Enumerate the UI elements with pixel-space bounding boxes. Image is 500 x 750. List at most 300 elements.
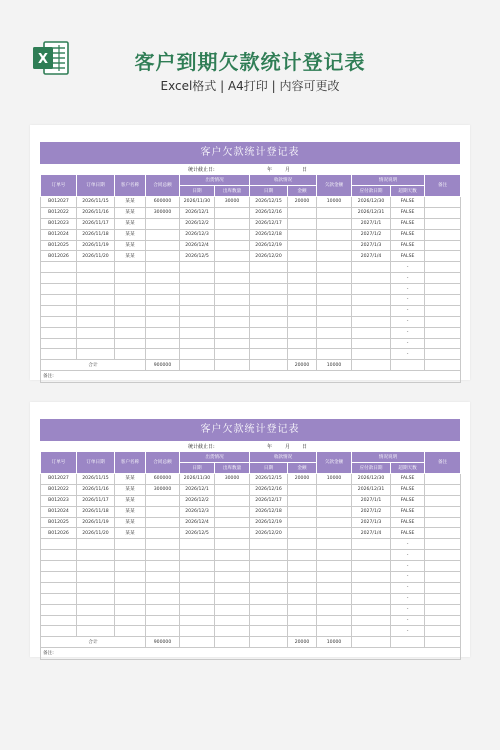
total-recv-amount: 20000 xyxy=(288,360,317,371)
cell-recv-date xyxy=(250,349,288,360)
cell-ship-qty xyxy=(215,229,250,240)
cell-customer xyxy=(115,604,146,615)
cell-customer xyxy=(115,284,146,295)
cell-order-no xyxy=(41,349,77,360)
cell-ship-date xyxy=(180,550,215,561)
cell-recv-date: 2026/12/17 xyxy=(250,218,288,229)
cell-order-no xyxy=(41,273,77,284)
col-header-debt: 欠款金额 xyxy=(317,452,352,474)
cell-recv-date xyxy=(250,305,288,316)
cell-contract xyxy=(146,273,180,284)
cell-ship-qty xyxy=(215,484,250,495)
cell-overdue: FALSE xyxy=(391,495,425,506)
note-label: 备注: xyxy=(41,371,461,383)
cell-ship-qty xyxy=(215,305,250,316)
cell-contract xyxy=(146,305,180,316)
cell-contract xyxy=(146,349,180,360)
cell-order-no: B012022 xyxy=(41,207,77,218)
cell-order-no: B012023 xyxy=(41,495,77,506)
sheet-preview-1 xyxy=(30,125,470,380)
cell-due-date xyxy=(352,295,391,306)
cell-ship-qty xyxy=(215,495,250,506)
cell-customer xyxy=(115,295,146,306)
cell-due-date xyxy=(352,561,391,572)
cell-ship-qty xyxy=(215,528,250,539)
cell-contract: 600000 xyxy=(146,474,180,485)
cell-order-date: 2026/11/15 xyxy=(77,197,115,208)
cell-recv-amount: 20000 xyxy=(288,474,317,485)
cell-contract xyxy=(146,582,180,593)
cell-order-no xyxy=(41,305,77,316)
col-header-order-no: 订单号 xyxy=(41,452,77,474)
cell-debt xyxy=(317,593,352,604)
col-header-ship-qty: 出库数量 xyxy=(215,186,250,197)
col-group-receipt: 收款情况 xyxy=(250,452,317,463)
cell-remark xyxy=(425,593,461,604)
cell-contract xyxy=(146,327,180,338)
table-row xyxy=(41,327,461,338)
cell-customer: 某某 xyxy=(115,229,146,240)
cell-recv-date: 2026/12/16 xyxy=(250,484,288,495)
cell-ship-qty xyxy=(215,207,250,218)
cell-order-no xyxy=(41,615,77,626)
total-row xyxy=(41,360,461,371)
cell-ship-date xyxy=(180,316,215,327)
table-row xyxy=(41,495,461,506)
cell-ship-date xyxy=(180,305,215,316)
stat-day-label: 日 xyxy=(302,167,308,173)
cell-order-date: 2026/11/19 xyxy=(77,240,115,251)
cell-due-date: 2027/1/2 xyxy=(352,229,391,240)
cell-recv-date xyxy=(250,295,288,306)
cell-ship-date xyxy=(180,284,215,295)
cell-contract xyxy=(146,338,180,349)
cell-debt xyxy=(317,218,352,229)
table-row xyxy=(41,550,461,561)
cell-ship-date: 2026/12/4 xyxy=(180,240,215,251)
cell-due-date: 2026/12/30 xyxy=(352,197,391,208)
cell-overdue: FALSE xyxy=(391,207,425,218)
cell-order-date xyxy=(77,582,115,593)
cell-overdue: FALSE xyxy=(391,218,425,229)
cell-ship-date xyxy=(180,327,215,338)
cell-ship-date xyxy=(180,262,215,273)
cell-due-date xyxy=(352,273,391,284)
cell-overdue: - xyxy=(391,305,425,316)
cell-contract: 300000 xyxy=(146,207,180,218)
sheet-title: 客户欠款统计登记表 xyxy=(40,142,460,164)
cell-order-date xyxy=(77,615,115,626)
cell-recv-amount xyxy=(288,316,317,327)
table-row xyxy=(41,572,461,583)
cell-customer: 某某 xyxy=(115,484,146,495)
cell-remark xyxy=(425,240,461,251)
col-header-ship-date: 日期 xyxy=(180,463,215,474)
cell-customer xyxy=(115,572,146,583)
cell-overdue: FALSE xyxy=(391,251,425,262)
cell-overdue: FALSE xyxy=(391,197,425,208)
col-header-overdue-days: 超期天数 xyxy=(391,186,425,197)
cell-ship-date: 2026/12/1 xyxy=(180,484,215,495)
cell-debt xyxy=(317,251,352,262)
cell-customer: 某某 xyxy=(115,495,146,506)
cell-ship-date: 2026/12/4 xyxy=(180,517,215,528)
cell-recv-date xyxy=(250,338,288,349)
cell-order-no: B012024 xyxy=(41,506,77,517)
cell-remark xyxy=(425,561,461,572)
table-row xyxy=(41,207,461,218)
total-recv-amount: 20000 xyxy=(288,637,317,648)
cell-debt xyxy=(317,604,352,615)
cell-order-no: B012026 xyxy=(41,251,77,262)
cell-overdue: - xyxy=(391,316,425,327)
cell-customer xyxy=(115,561,146,572)
debt-table xyxy=(40,451,461,660)
col-header-recv-amount: 金额 xyxy=(288,186,317,197)
cell-customer xyxy=(115,327,146,338)
cell-customer xyxy=(115,582,146,593)
cell-debt xyxy=(317,572,352,583)
cell-due-date: 2027/1/4 xyxy=(352,251,391,262)
table-row xyxy=(41,316,461,327)
stat-date-row xyxy=(40,442,460,451)
col-header-debt: 欠款金额 xyxy=(317,175,352,197)
cell-debt xyxy=(317,506,352,517)
cell-debt xyxy=(317,338,352,349)
col-header-remark: 备注 xyxy=(425,452,461,474)
cell-contract xyxy=(146,626,180,637)
cell-order-date xyxy=(77,539,115,550)
cell-remark xyxy=(425,474,461,485)
cell-contract xyxy=(146,218,180,229)
cell-remark xyxy=(425,305,461,316)
cell-ship-date xyxy=(180,626,215,637)
cell-order-date xyxy=(77,593,115,604)
cell-order-date: 2026/11/16 xyxy=(77,484,115,495)
total-contract: 900000 xyxy=(146,360,180,371)
col-group-status: 情况说明 xyxy=(352,175,425,186)
cell-ship-qty xyxy=(215,561,250,572)
table-row xyxy=(41,349,461,360)
cell-ship-qty xyxy=(215,604,250,615)
cell-ship-date: 2026/12/2 xyxy=(180,218,215,229)
cell-ship-qty xyxy=(215,338,250,349)
cell-remark xyxy=(425,327,461,338)
cell-customer xyxy=(115,593,146,604)
cell-ship-date: 2026/11/30 xyxy=(180,197,215,208)
cell-recv-date: 2026/12/16 xyxy=(250,207,288,218)
cell-ship-qty xyxy=(215,240,250,251)
cell-due-date: 2027/1/4 xyxy=(352,528,391,539)
cell-customer: 某某 xyxy=(115,251,146,262)
table-row xyxy=(41,338,461,349)
cell-due-date xyxy=(352,604,391,615)
cell-order-no: B012022 xyxy=(41,484,77,495)
cell-customer xyxy=(115,305,146,316)
cell-overdue: - xyxy=(391,262,425,273)
total-debt: 10000 xyxy=(317,360,352,371)
cell-ship-qty xyxy=(215,615,250,626)
stat-date-label: 统计截止日: xyxy=(188,444,215,450)
cell-remark xyxy=(425,273,461,284)
cell-overdue: - xyxy=(391,539,425,550)
cell-recv-date xyxy=(250,615,288,626)
table-row xyxy=(41,528,461,539)
cell-contract xyxy=(146,506,180,517)
cell-ship-qty xyxy=(215,349,250,360)
cell-remark xyxy=(425,197,461,208)
cell-recv-date: 2026/12/20 xyxy=(250,251,288,262)
cell-customer xyxy=(115,615,146,626)
cell-debt: 10000 xyxy=(317,197,352,208)
cell-contract xyxy=(146,251,180,262)
cell-order-date xyxy=(77,284,115,295)
cell-recv-amount xyxy=(288,273,317,284)
cell-order-date: 2026/11/18 xyxy=(77,506,115,517)
cell-overdue: - xyxy=(391,604,425,615)
table-row xyxy=(41,484,461,495)
cell-customer xyxy=(115,273,146,284)
cell-ship-date: 2026/12/3 xyxy=(180,506,215,517)
table-row xyxy=(41,615,461,626)
cell-remark xyxy=(425,316,461,327)
note-label: 备注: xyxy=(41,648,461,660)
cell-recv-amount xyxy=(288,495,317,506)
cell-overdue: FALSE xyxy=(391,474,425,485)
cell-contract xyxy=(146,262,180,273)
cell-order-no xyxy=(41,316,77,327)
cell-ship-qty xyxy=(215,582,250,593)
cell-overdue: FALSE xyxy=(391,528,425,539)
cell-remark xyxy=(425,550,461,561)
cell-ship-qty xyxy=(215,273,250,284)
stat-year-label: 年 xyxy=(267,444,273,450)
cell-ship-qty xyxy=(215,517,250,528)
cell-customer: 某某 xyxy=(115,207,146,218)
cell-contract xyxy=(146,593,180,604)
table-row xyxy=(41,539,461,550)
cell-contract xyxy=(146,295,180,306)
cell-debt xyxy=(317,517,352,528)
cell-overdue: - xyxy=(391,284,425,295)
cell-order-date xyxy=(77,550,115,561)
cell-recv-date: 2026/12/18 xyxy=(250,229,288,240)
cell-due-date xyxy=(352,582,391,593)
cell-debt: 10000 xyxy=(317,474,352,485)
cell-customer: 某某 xyxy=(115,517,146,528)
cell-debt xyxy=(317,229,352,240)
table-row xyxy=(41,262,461,273)
stat-date-row xyxy=(40,165,460,174)
cell-remark xyxy=(425,284,461,295)
col-header-order-no: 订单号 xyxy=(41,175,77,197)
cell-recv-date xyxy=(250,572,288,583)
cell-ship-qty xyxy=(215,327,250,338)
table-row xyxy=(41,305,461,316)
cell-order-date: 2026/11/17 xyxy=(77,495,115,506)
cell-contract xyxy=(146,604,180,615)
table-row xyxy=(41,626,461,637)
cell-ship-qty xyxy=(215,506,250,517)
cell-recv-amount xyxy=(288,604,317,615)
cell-due-date: 2027/1/2 xyxy=(352,506,391,517)
cell-order-date: 2026/11/20 xyxy=(77,528,115,539)
cell-debt xyxy=(317,495,352,506)
cell-ship-date xyxy=(180,349,215,360)
cell-overdue: - xyxy=(391,615,425,626)
cell-debt xyxy=(317,273,352,284)
cell-contract: 300000 xyxy=(146,484,180,495)
col-header-remark: 备注 xyxy=(425,175,461,197)
cell-order-date: 2026/11/17 xyxy=(77,218,115,229)
cell-overdue: FALSE xyxy=(391,517,425,528)
cell-overdue: FALSE xyxy=(391,229,425,240)
cell-overdue: - xyxy=(391,338,425,349)
page-header xyxy=(0,0,500,110)
cell-debt xyxy=(317,615,352,626)
cell-order-no xyxy=(41,626,77,637)
cell-recv-amount xyxy=(288,229,317,240)
cell-remark xyxy=(425,506,461,517)
cell-customer xyxy=(115,539,146,550)
col-header-due-date: 应付款日期 xyxy=(352,463,391,474)
page-subtitle: Excel格式 | A4打印 | 内容可更改 xyxy=(160,79,340,93)
cell-recv-date: 2026/12/20 xyxy=(250,528,288,539)
stat-year-label: 年 xyxy=(267,167,273,173)
cell-debt xyxy=(317,295,352,306)
cell-debt xyxy=(317,626,352,637)
col-header-due-date: 应付款日期 xyxy=(352,186,391,197)
cell-contract xyxy=(146,284,180,295)
cell-contract xyxy=(146,240,180,251)
cell-remark xyxy=(425,295,461,306)
cell-overdue: - xyxy=(391,561,425,572)
cell-ship-qty xyxy=(215,218,250,229)
table-row xyxy=(41,593,461,604)
col-header-ship-date: 日期 xyxy=(180,186,215,197)
cell-debt xyxy=(317,284,352,295)
cell-recv-amount xyxy=(288,284,317,295)
stat-date-label: 统计截止日: xyxy=(188,167,215,173)
cell-ship-date xyxy=(180,539,215,550)
cell-due-date: 2026/12/31 xyxy=(352,484,391,495)
cell-recv-amount xyxy=(288,561,317,572)
cell-overdue: - xyxy=(391,273,425,284)
cell-customer xyxy=(115,262,146,273)
table-row xyxy=(41,561,461,572)
cell-ship-qty xyxy=(215,572,250,583)
cell-customer: 某某 xyxy=(115,197,146,208)
cell-recv-amount xyxy=(288,539,317,550)
col-header-recv-date: 日期 xyxy=(250,463,288,474)
cell-ship-date: 2026/12/1 xyxy=(180,207,215,218)
table-row xyxy=(41,229,461,240)
cell-remark xyxy=(425,349,461,360)
stat-month-label: 月 xyxy=(285,167,291,173)
cell-order-no: B012023 xyxy=(41,218,77,229)
cell-due-date xyxy=(352,626,391,637)
cell-order-date xyxy=(77,327,115,338)
note-row xyxy=(41,371,461,383)
cell-recv-amount xyxy=(288,251,317,262)
stat-month-label: 月 xyxy=(285,444,291,450)
cell-recv-date xyxy=(250,626,288,637)
cell-order-date xyxy=(77,561,115,572)
total-contract: 900000 xyxy=(146,637,180,648)
table-row xyxy=(41,251,461,262)
cell-recv-amount xyxy=(288,528,317,539)
cell-ship-date: 2026/12/3 xyxy=(180,229,215,240)
cell-order-no xyxy=(41,327,77,338)
cell-order-no xyxy=(41,338,77,349)
cell-due-date xyxy=(352,572,391,583)
cell-debt xyxy=(317,561,352,572)
cell-ship-qty xyxy=(215,539,250,550)
cell-overdue: - xyxy=(391,572,425,583)
col-header-recv-amount: 金额 xyxy=(288,463,317,474)
cell-contract xyxy=(146,550,180,561)
cell-order-no: B012027 xyxy=(41,474,77,485)
cell-order-date xyxy=(77,273,115,284)
cell-order-no xyxy=(41,561,77,572)
cell-overdue: - xyxy=(391,327,425,338)
cell-ship-qty xyxy=(215,251,250,262)
cell-customer xyxy=(115,626,146,637)
table-row xyxy=(41,295,461,306)
debt-table xyxy=(40,174,461,383)
cell-order-date: 2026/11/15 xyxy=(77,474,115,485)
cell-remark xyxy=(425,338,461,349)
table-row xyxy=(41,273,461,284)
cell-debt xyxy=(317,207,352,218)
cell-contract xyxy=(146,229,180,240)
cell-order-no xyxy=(41,550,77,561)
cell-debt xyxy=(317,484,352,495)
cell-recv-date: 2026/12/19 xyxy=(250,517,288,528)
cell-ship-date xyxy=(180,273,215,284)
total-label: 合计 xyxy=(41,637,146,648)
cell-contract xyxy=(146,495,180,506)
col-header-contract-total: 合同总额 xyxy=(146,175,180,197)
cell-order-date xyxy=(77,338,115,349)
cell-order-date xyxy=(77,604,115,615)
cell-debt xyxy=(317,316,352,327)
cell-ship-qty: 30000 xyxy=(215,474,250,485)
cell-due-date xyxy=(352,349,391,360)
cell-ship-date xyxy=(180,604,215,615)
cell-overdue: - xyxy=(391,593,425,604)
cell-remark xyxy=(425,484,461,495)
cell-recv-amount xyxy=(288,626,317,637)
page-title: 客户到期欠款统计登记表 xyxy=(134,50,366,74)
cell-debt xyxy=(317,349,352,360)
cell-ship-date: 2026/12/5 xyxy=(180,251,215,262)
cell-customer xyxy=(115,338,146,349)
cell-overdue: - xyxy=(391,550,425,561)
cell-recv-date xyxy=(250,539,288,550)
cell-remark xyxy=(425,528,461,539)
cell-due-date xyxy=(352,550,391,561)
table-row xyxy=(41,240,461,251)
cell-order-date xyxy=(77,262,115,273)
cell-overdue: FALSE xyxy=(391,484,425,495)
sheet-preview-2 xyxy=(30,402,470,657)
cell-order-date xyxy=(77,316,115,327)
col-group-status: 情况说明 xyxy=(352,452,425,463)
cell-due-date xyxy=(352,338,391,349)
cell-recv-amount xyxy=(288,550,317,561)
col-header-order-date: 订单日期 xyxy=(77,452,115,474)
